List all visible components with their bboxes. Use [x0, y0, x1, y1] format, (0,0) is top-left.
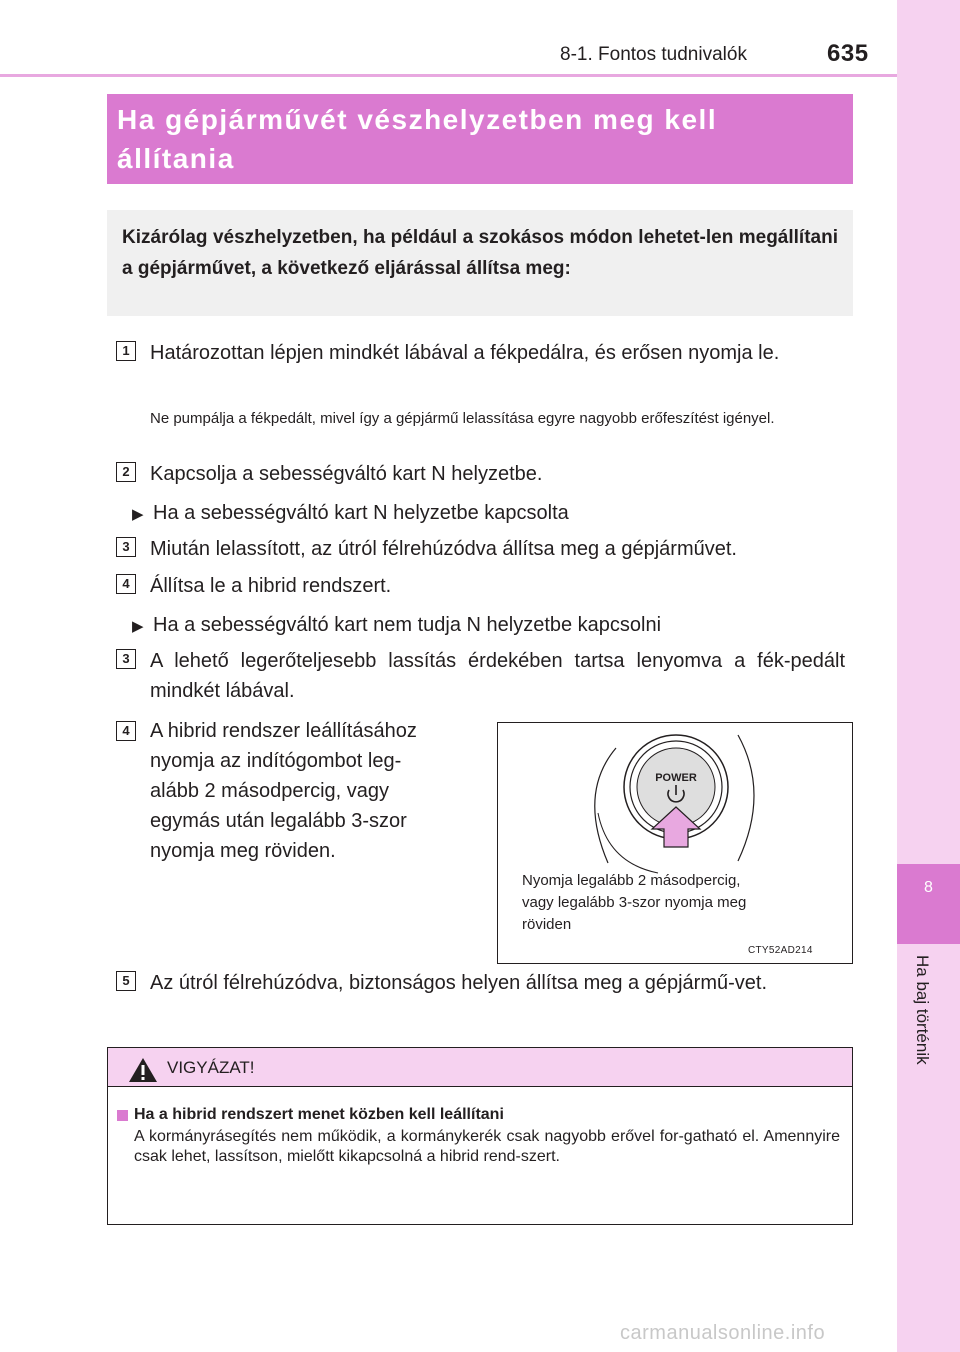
step-text: A lehető legerőteljesebb lassítás érdekében tartsa lenyomva a fék-pedált mindkét lábával.	[150, 650, 845, 702]
step-line: nyomja az indítógombot leg-	[150, 750, 402, 772]
intro-box	[107, 210, 853, 316]
step-text: Kapcsolja a sebességváltó kart N helyzetbe.	[150, 463, 543, 485]
figure-code: CTY52AD214	[748, 945, 813, 956]
branch-heading: Ha a sebességváltó kart N helyzetbe kapcsolta	[153, 502, 569, 524]
figure-caption	[522, 870, 822, 936]
section-heading: Ha gépjárművét vészhelyzetben meg kell állítania	[117, 104, 718, 174]
step-number: 2	[116, 462, 136, 482]
triangle-right-icon: ▶	[132, 618, 144, 635]
branch-heading: Ha a sebességváltó kart nem tudja N helyzetbe kapcsolni	[153, 614, 662, 636]
triangle-right-icon: ▶	[132, 506, 144, 523]
step-text: Az útról félrehúzódva, biztonságos helyen állítsa meg a gépjármű-vet.	[150, 972, 768, 994]
step-number: 4	[116, 721, 136, 741]
step-number: 4	[116, 574, 136, 594]
caption-line: vagy legalább 3-szor nyomja meg	[522, 894, 747, 911]
caption-line: Nyomja legalább 2 másodpercig,	[522, 872, 741, 889]
step-text	[150, 716, 480, 866]
step-note: Ne pumpálja a fékpedált, mivel így a gépjármű lelassítása egyre nagyobb erőfeszítést igényel.	[150, 410, 775, 427]
page-number: 635	[827, 40, 869, 67]
warning-triangle-icon	[127, 1056, 159, 1084]
warning-title: VIGYÁZAT!	[167, 1058, 255, 1077]
step-number: 3	[116, 537, 136, 557]
section-heading-box	[107, 94, 853, 184]
motion-arc-right	[738, 735, 754, 861]
warning-subtitle: Ha a hibrid rendszert menet közben kell leállítani	[134, 1106, 504, 1123]
motion-arc-left	[595, 748, 616, 863]
header-divider	[0, 74, 897, 77]
power-button-label: POWER	[655, 772, 697, 784]
chapter-label-text: Ha baj történik	[913, 955, 932, 1065]
step-number: 5	[116, 971, 136, 991]
chapter-side-tab	[897, 0, 960, 1352]
caption-line: röviden	[522, 916, 572, 933]
step-line: egymás után legalább 3-szor	[150, 810, 407, 832]
intro-text: Kizárólag vészhelyzetben, ha például a szokásos módon lehetet-len megállítani a gépjárművet, a következő eljárással állítsa meg:	[122, 227, 838, 279]
step-text: Miután lelassított, az útról félrehúzódva állítsa meg a gépjárművet.	[150, 538, 737, 560]
bullet-square-icon	[117, 1110, 128, 1121]
step-line: alább 2 másodpercig, vagy	[150, 780, 390, 802]
section-title: 8-1. Fontos tudnivalók	[560, 44, 747, 65]
warning-body: A kormányrásegítés nem működik, a kormánykerék csak nagyobb erővel for-gatható el. Amennyire csak lehet, lassítson, mielőtt kikapcsolná a hibrid rend-szert.	[134, 1128, 840, 1165]
step-number: 3	[116, 649, 136, 669]
step-line: A hibrid rendszer leállításához	[150, 720, 417, 742]
step-text: Határozottan lépjen mindkét lábával a fékpedálra, és erősen nyomja le.	[150, 342, 780, 364]
step-text: Állítsa le a hibrid rendszert.	[150, 575, 392, 597]
step-line: nyomja meg röviden.	[150, 840, 336, 862]
chapter-number-tab: 8	[897, 864, 960, 944]
chapter-label	[912, 955, 942, 1105]
step-number: 1	[116, 341, 136, 361]
watermark: carmanualsonline.info	[620, 1322, 826, 1344]
